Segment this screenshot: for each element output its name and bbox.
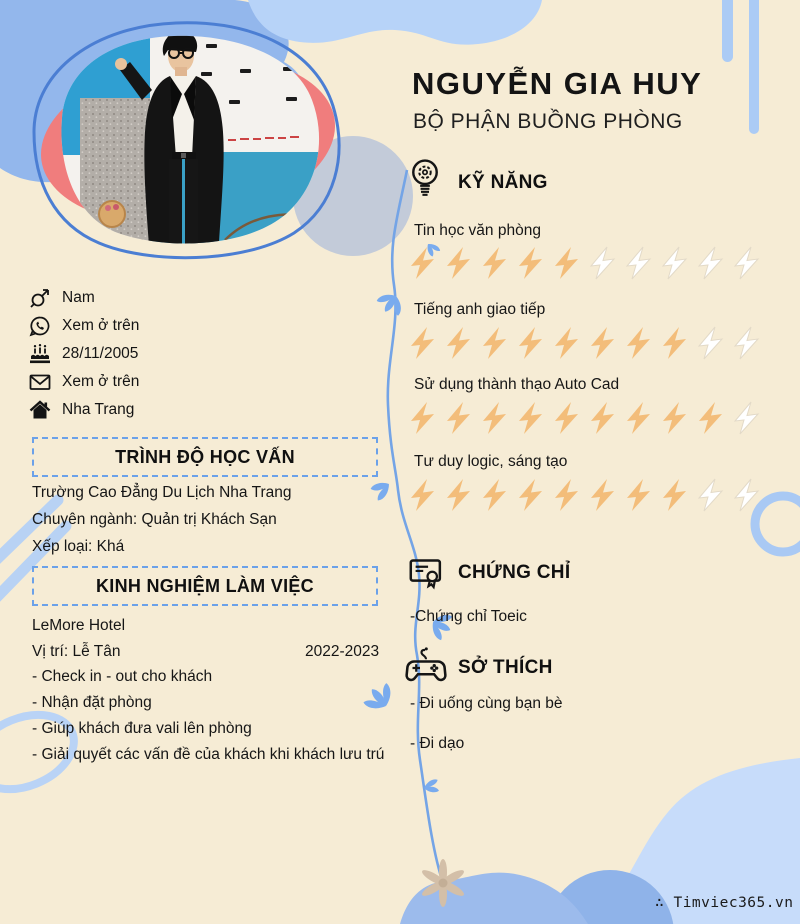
gender-value: Nam (62, 289, 95, 306)
bolt-icon (660, 477, 689, 515)
watermark: ∴ Timviec365.vn (655, 895, 794, 911)
bolt-icon (732, 325, 761, 363)
info-row-gender (28, 286, 95, 310)
bolt-icon (624, 245, 653, 283)
hobby-item: - Đi dạo (410, 735, 465, 752)
bolt-icon (408, 325, 437, 363)
bolt-icon (516, 477, 545, 515)
experience-bullet: - Check in - out cho khách (32, 668, 213, 685)
envelope-icon (28, 371, 52, 393)
address-value: Nha Trang (62, 401, 135, 418)
bolt-icon (408, 477, 437, 515)
bolt-icon (408, 245, 437, 283)
lightbulb-gear-icon (406, 158, 444, 198)
skill-label: Tư duy logic, sáng tạo (414, 453, 568, 470)
bolt-icon (660, 325, 689, 363)
experience-period: 2022-2023 (305, 643, 380, 660)
bolt-icon (552, 400, 581, 438)
birthday-value: 28/11/2005 (62, 345, 139, 362)
info-row-birthday (28, 342, 138, 366)
bolt-icon (552, 245, 581, 283)
email-value: Xem ở trên (62, 373, 140, 390)
education-line: Xếp loại: Khá (32, 538, 125, 555)
skill-rating (408, 477, 768, 517)
bolt-icon (552, 325, 581, 363)
certificate-icon (408, 556, 444, 590)
bolt-icon (552, 477, 581, 515)
home-icon (28, 399, 52, 421)
bolt-icon (444, 477, 473, 515)
gender-icon (28, 287, 52, 309)
phone-value: Xem ở trên (62, 317, 140, 334)
skill-label: Tin học văn phòng (414, 222, 541, 239)
bolt-icon (624, 477, 653, 515)
info-row-address (28, 398, 134, 422)
education-line: Trường Cao Đẳng Du Lịch Nha Trang (32, 484, 292, 501)
bolt-icon (408, 400, 437, 438)
gamepad-icon (405, 645, 447, 687)
skill-rating (408, 245, 768, 285)
skill-label: Tiếng anh giao tiếp (414, 301, 546, 318)
experience-company: LeMore Hotel (32, 617, 126, 634)
section-box-education (32, 437, 378, 477)
bolt-icon (588, 325, 617, 363)
section-heading-skills: KỸ NĂNG (458, 172, 548, 193)
experience-bullet: - Nhận đặt phòng (32, 694, 152, 711)
bolt-icon (696, 325, 725, 363)
bolt-icon (732, 400, 761, 438)
whatsapp-icon (28, 315, 52, 337)
bolt-icon (660, 245, 689, 283)
bolt-icon (624, 325, 653, 363)
bolt-icon (444, 400, 473, 438)
section-heading-experience: KINH NGHIỆM LÀM VIỆC (95, 575, 314, 596)
bolt-icon (696, 400, 725, 438)
bolt-icon (588, 400, 617, 438)
skill-label: Sử dụng thành thạo Auto Cad (414, 376, 620, 393)
bolt-icon (696, 477, 725, 515)
bolt-icon (516, 325, 545, 363)
section-box-experience (32, 566, 378, 606)
skill-rating (408, 325, 768, 365)
bolt-icon (516, 400, 545, 438)
info-row-email (28, 370, 139, 394)
experience-position: Vị trí: Lễ Tân (32, 643, 121, 660)
info-row-phone (28, 314, 139, 338)
education-line: Chuyên ngành: Quản trị Khách Sạn (32, 511, 277, 528)
section-heading-education: TRÌNH ĐỘ HỌC VẤN (115, 446, 295, 467)
bolt-icon (516, 245, 545, 283)
bolt-icon (480, 400, 509, 438)
section-heading-hobbies: SỞ THÍCH (458, 657, 553, 678)
experience-bullet: - Giúp khách đưa vali lên phòng (32, 720, 252, 737)
bolt-icon (480, 477, 509, 515)
bolt-icon (480, 245, 509, 283)
bolt-icon (660, 400, 689, 438)
birthday-cake-icon (28, 343, 52, 365)
bolt-icon (732, 477, 761, 515)
bolt-icon (444, 325, 473, 363)
bolt-icon (696, 245, 725, 283)
bolt-icon (444, 245, 473, 283)
bolt-icon (588, 245, 617, 283)
bolt-icon (732, 245, 761, 283)
section-heading-certificates: CHỨNG CHỈ (458, 562, 571, 583)
certificate-item: -Chứng chỉ Toeic (410, 608, 527, 625)
skill-rating (408, 400, 768, 440)
job-title: BỘ PHẬN BUỒNG PHÒNG (413, 110, 683, 133)
bolt-icon (480, 325, 509, 363)
page-title: NGUYỄN GIA HUY (412, 66, 703, 101)
hobby-item: - Đi uống cùng bạn bè (410, 695, 563, 712)
bolt-icon (624, 400, 653, 438)
experience-bullet: - Giải quyết các vấn đề của khách khi khách lưu trú (32, 746, 385, 763)
bolt-icon (588, 477, 617, 515)
